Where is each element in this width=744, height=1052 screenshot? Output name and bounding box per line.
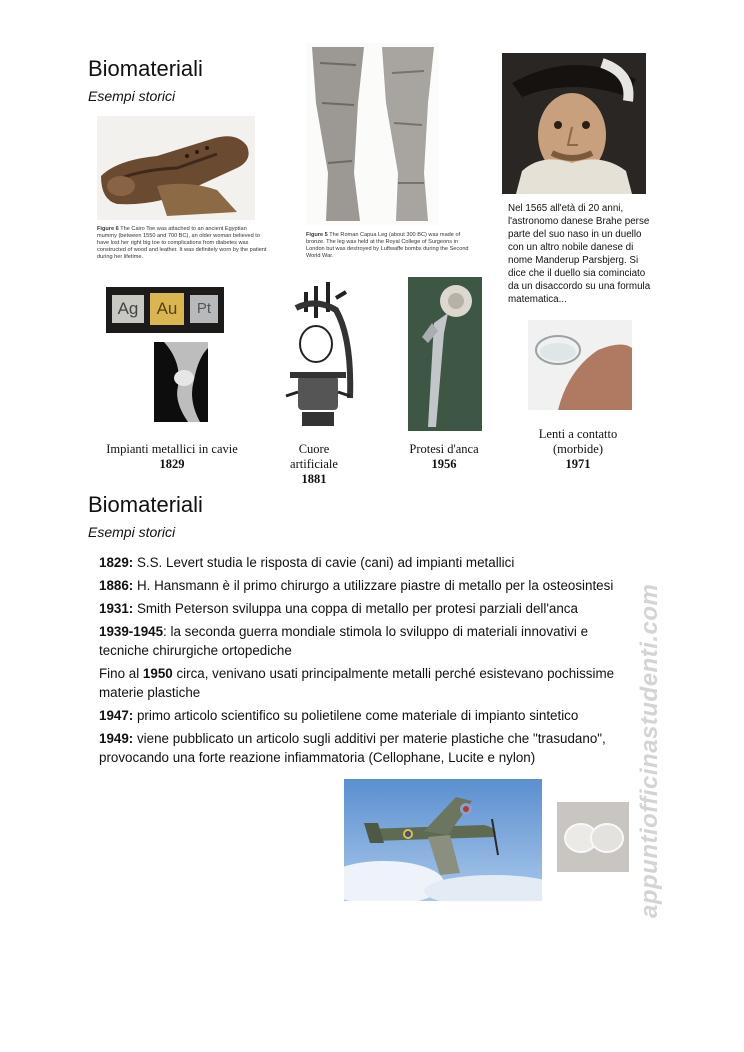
caption-label: Impianti metallici in cavie	[106, 442, 238, 456]
tile-ag: Ag	[112, 295, 144, 323]
xray-photo	[154, 342, 208, 422]
item-text: Smith Peterson sviluppa una coppa di metallo per protesi parziali dell'anca	[133, 601, 578, 616]
list-item	[99, 553, 639, 572]
figure6-label: Figure 6	[97, 226, 119, 232]
item-year: 1939-1945	[99, 624, 164, 639]
list-item	[99, 706, 639, 725]
figure5-text: The Roman Capua Leg (about 300 BC) was made of bronze. The leg was held at the Royal College of Surgeons in London but was destroyed by Luftwaffe bombs during the Second World War.	[306, 232, 469, 259]
caption-year: 1971	[565, 457, 591, 471]
item-year: 1829:	[99, 555, 134, 570]
lenses-photo	[557, 802, 629, 872]
list-item	[99, 664, 639, 702]
item-text: primo articolo scientifico su polietilene come materiale di impianto sintetico	[133, 708, 579, 723]
artificial-heart-drawing	[276, 278, 358, 430]
item-year: 1886:	[99, 578, 134, 593]
tile-au: Au	[150, 293, 184, 325]
section2-subtitle: Esempi storici	[88, 524, 176, 540]
section1-subtitle: Esempi storici	[88, 88, 176, 104]
list-item	[99, 729, 639, 767]
brahe-portrait	[502, 53, 646, 194]
brahe-note: Nel 1565 all'età di 20 anni, l'astronomo danese Brahe perse parte del suo naso in un duello con un altro nobile danese di nome Manderup Parsbjerg. Si dice che il duello sia cominciato da un disaccordo su una formula matematica...	[508, 203, 651, 305]
watermark: appuntiofficinastudenti.com	[636, 583, 663, 918]
section2-title: Biomateriali	[88, 492, 203, 517]
item-text: H. Hansmann è il primo chirurgo a utilizzare piastre di metallo per la osteosintesi	[133, 578, 614, 593]
list-item	[99, 599, 639, 618]
caption-year: 1829	[159, 457, 185, 471]
caption-label: Cuore artificiale	[290, 442, 338, 471]
spitfire-photo	[344, 779, 542, 901]
list-item	[99, 622, 639, 660]
section1-title: Biomateriali	[88, 56, 203, 81]
item-text: : la seconda guerra mondiale stimola lo sviluppo di materiali innovativi e tecniche chirurgiche ortopediche	[99, 624, 589, 658]
figure6-text: The Cairo Toe was attached to an ancient Egyptian mummy (between 1550 and 700 BC), an older woman believed to have lost her right big toe to complications from diabetes was constructed of wood and leather. It was definitely worn by the patient during her lifetime.	[97, 226, 267, 260]
item-year: 1931:	[99, 601, 134, 616]
caption-year: 1956	[431, 457, 457, 471]
history-list	[99, 553, 639, 767]
caption-artificial-heart	[276, 442, 352, 487]
item-year: 1947:	[99, 708, 134, 723]
caption-hip-prosthesis	[398, 442, 490, 472]
caption-metal-implants	[100, 442, 244, 472]
item-text: circa, venivano usati principalmente metalli perché esistevano pochissime materie plastiche	[99, 666, 615, 700]
contact-lens-photo	[528, 320, 632, 410]
list-item	[99, 576, 639, 595]
item-prefix: Fino al	[99, 666, 143, 681]
caption-label: Protesi d'anca	[409, 442, 479, 456]
capua-leg-photo	[306, 43, 439, 225]
figure5-caption	[306, 232, 476, 260]
tile-pt: Pt	[190, 295, 218, 323]
item-text: S.S. Levert studia le risposta di cavie (cani) ad impianti metallici	[133, 555, 515, 570]
item-text: viene pubblicato un articolo sugli additivi per materie plastiche che "trasudano", provocando una forte reazione infiammatoria (Cellophane, Lucite e nylon)	[99, 731, 606, 765]
figure6-caption	[97, 226, 267, 261]
hip-prosthesis-photo	[408, 277, 482, 431]
caption-label: Lenti a contatto (morbide)	[538, 427, 618, 456]
item-year: 1950	[142, 666, 173, 681]
item-year: 1949:	[99, 731, 134, 746]
figure5-label: Figure 5	[306, 232, 328, 238]
caption-contact-lenses	[528, 427, 628, 472]
element-tiles-photo	[106, 287, 224, 333]
cairo-toe-photo	[97, 116, 255, 220]
caption-year: 1881	[301, 472, 327, 486]
